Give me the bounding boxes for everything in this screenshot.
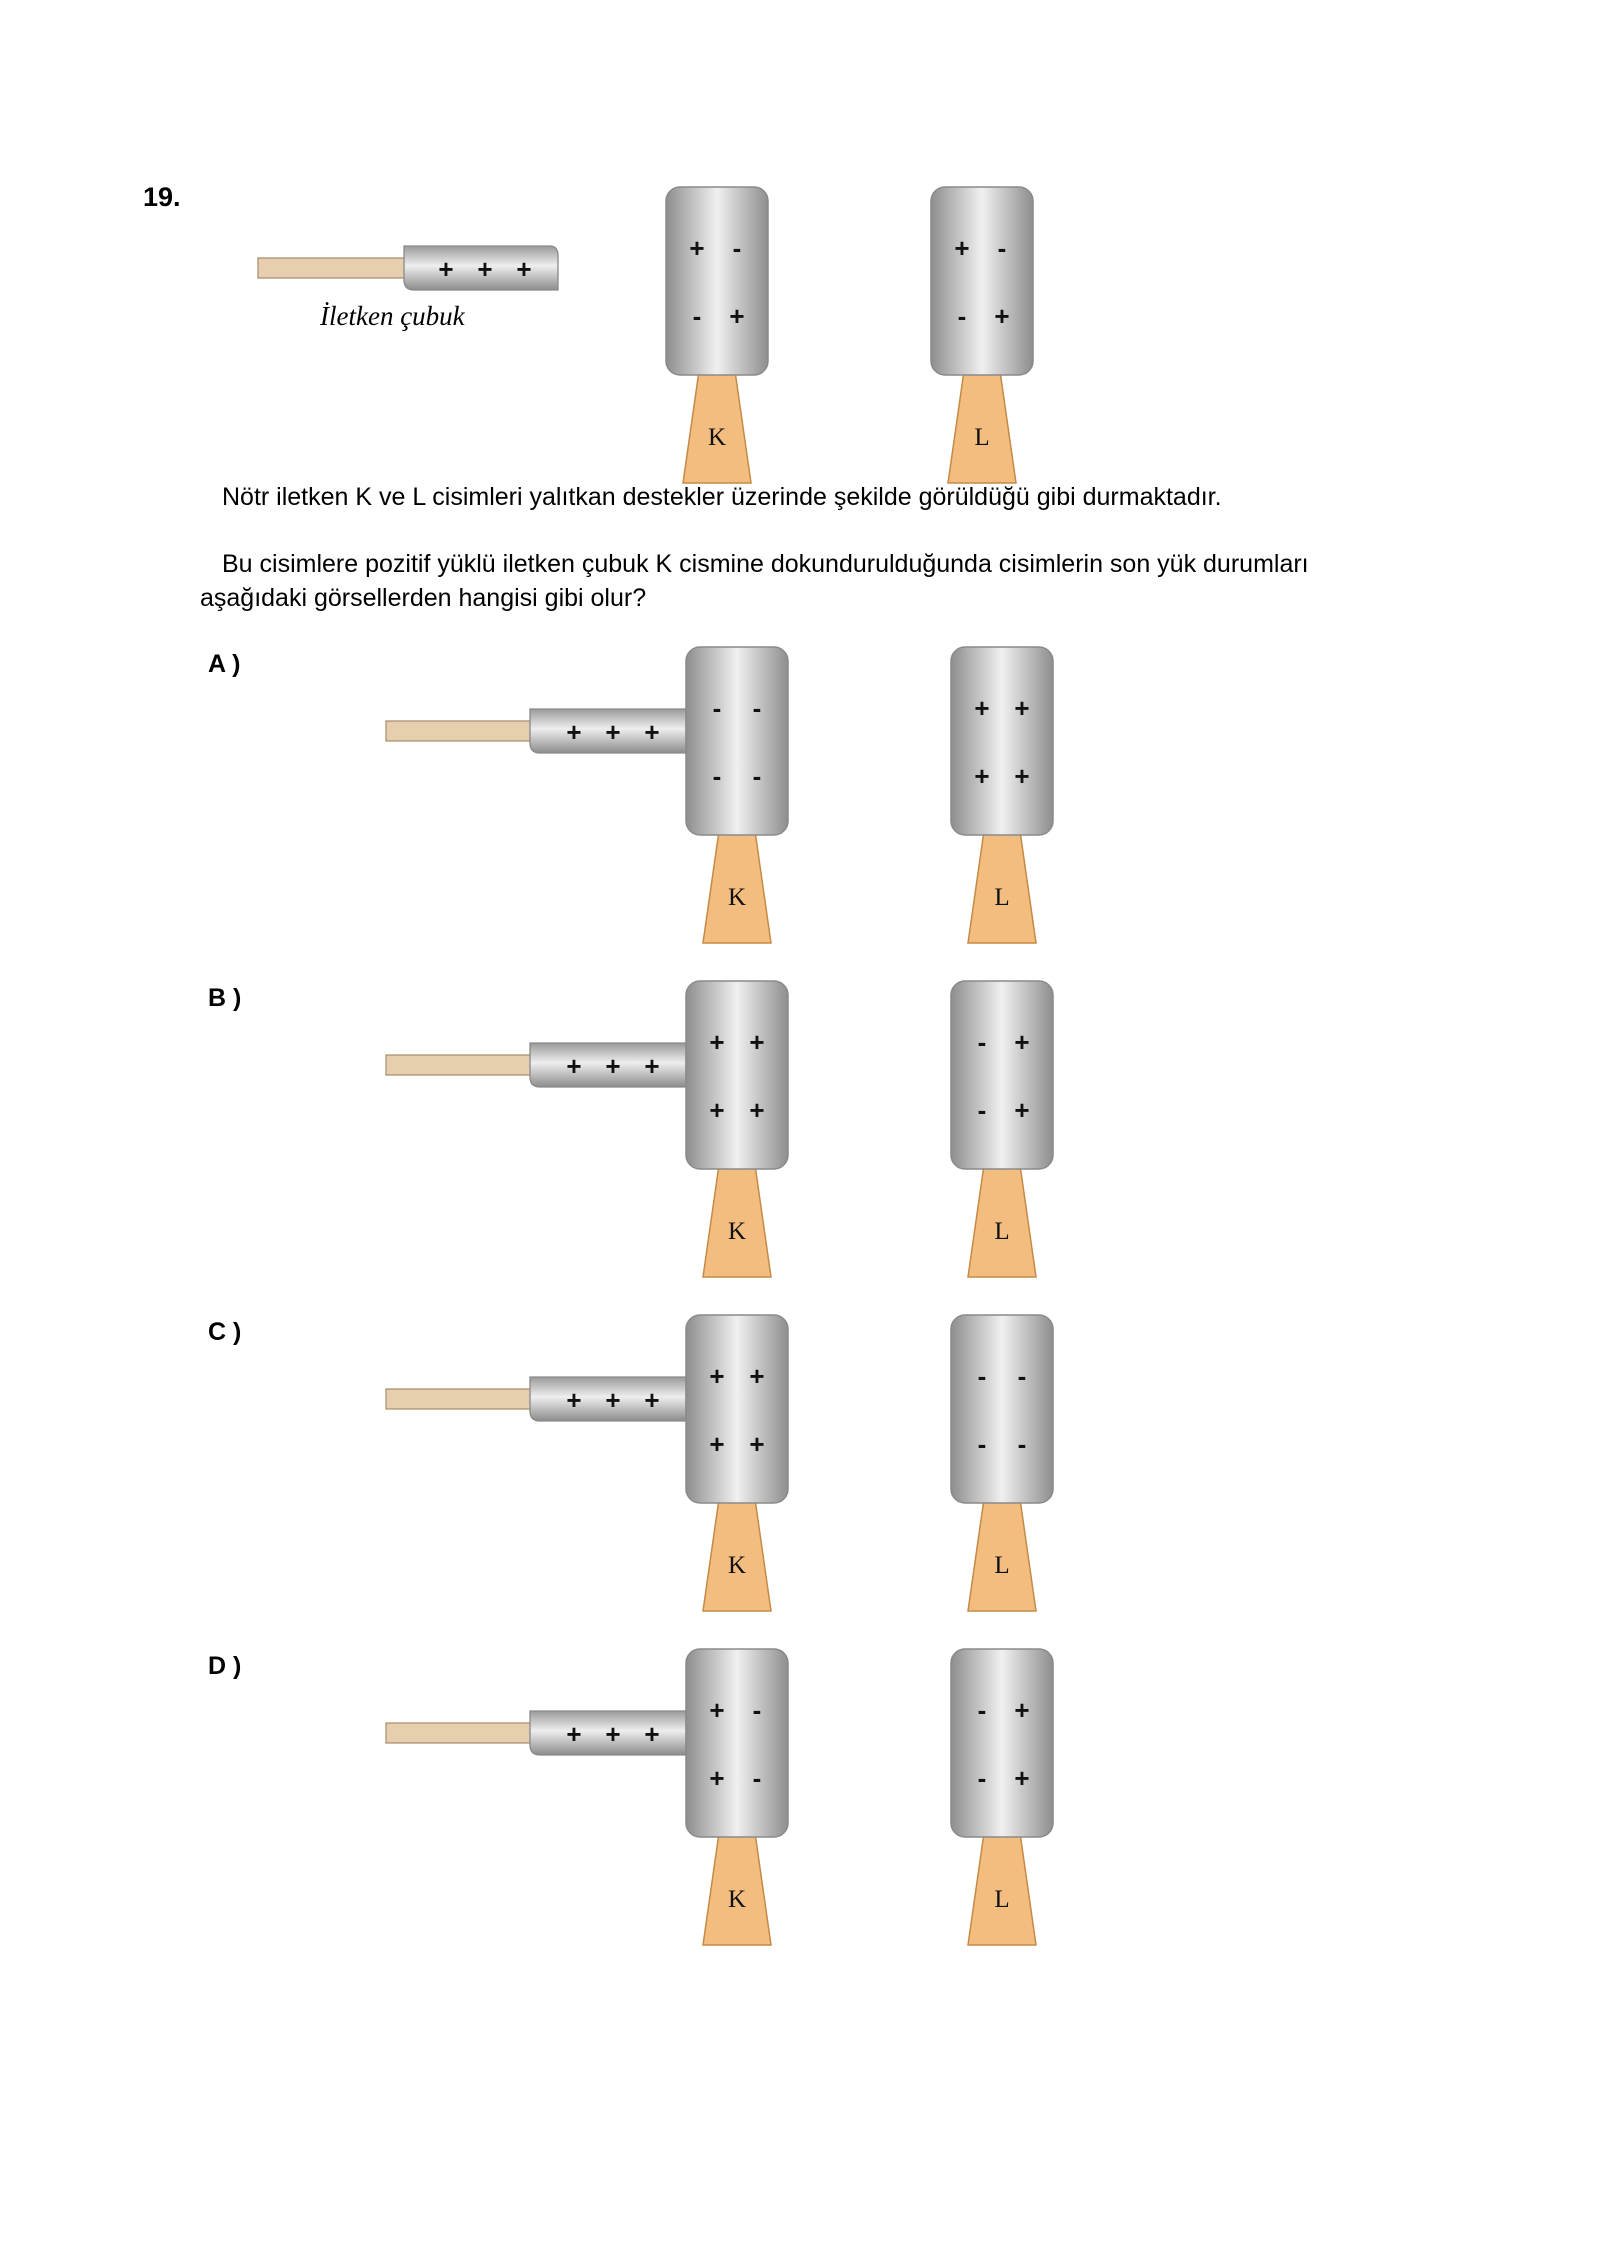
option-a-l-charge-sign: + — [974, 693, 990, 723]
option-a-l-charge-sign: + — [1014, 693, 1030, 723]
option-c-charged-rod — [386, 1377, 686, 1421]
option-a-k-charge-sign: - — [712, 693, 722, 723]
option-a-rod-charge-sign: + — [605, 717, 621, 747]
option-d-rod-charge-sign: + — [566, 1719, 582, 1749]
option-d-k-conductor-body — [686, 1649, 788, 1837]
option-b-rod-charge-sign: + — [644, 1051, 660, 1081]
option-a-l-conductor-body — [951, 647, 1053, 835]
option-b-l-charge-sign: - — [977, 1095, 987, 1125]
question-l-conductor-body — [931, 187, 1033, 375]
option-d-rod-charge-sign: + — [605, 1719, 621, 1749]
question-k-label: K — [707, 424, 727, 451]
question-text-line2: Bu cisimlere pozitif yüklü iletken çubuk K cismine dokundurulduğunda cisimlerin son yük durumları — [222, 550, 1309, 578]
question-l-charge-sign: + — [994, 301, 1010, 331]
option-c-l-charge-sign: - — [977, 1361, 987, 1391]
option-b-rod-charge-sign: + — [605, 1051, 621, 1081]
option-a-k-charge-sign: - — [752, 693, 762, 723]
option-c-k-object — [686, 1315, 788, 1611]
option-d-l-charge-sign: + — [1014, 1695, 1030, 1725]
option-c-l-charge-sign: - — [977, 1429, 987, 1459]
option-a-k-label: K — [727, 884, 747, 911]
question-k-charge-sign: - — [732, 233, 742, 263]
option-b-l-object — [951, 981, 1053, 1277]
option-d-rod-charge-sign: + — [644, 1719, 660, 1749]
option-a-l-label: L — [994, 884, 1010, 911]
option-a-rod-charge-sign: + — [566, 717, 582, 747]
option-d-k-object — [686, 1649, 788, 1945]
option-d-k-charge-sign: + — [709, 1695, 725, 1725]
option-d-l-label: L — [994, 1886, 1010, 1913]
option-c-rod-charge-sign: + — [605, 1385, 621, 1415]
option-c-l-object — [951, 1315, 1053, 1611]
option-b-l-conductor-body — [951, 981, 1053, 1169]
option-c-l-charge-sign: - — [1017, 1361, 1027, 1391]
option-d-k-charge-sign: - — [752, 1695, 762, 1725]
option-c-k-charge-sign: + — [709, 1361, 725, 1391]
option-c-l-label: L — [994, 1552, 1010, 1579]
option-b-k-charge-sign: + — [709, 1095, 725, 1125]
option-c-k-conductor-body — [686, 1315, 788, 1503]
option-c-l-conductor-body — [951, 1315, 1053, 1503]
question-rod-charge-sign: + — [438, 254, 454, 284]
option-c-k-charge-sign: + — [749, 1429, 765, 1459]
option-b-l-label: L — [994, 1218, 1010, 1245]
question-rod-charge-sign: + — [477, 254, 493, 284]
question-text-line1: Nötr iletken K ve L cisimleri yalıtkan destekler üzerinde şekilde görüldüğü gibi durmaktadır. — [222, 483, 1222, 511]
option-b-k-object — [686, 981, 788, 1277]
option-b-k-charge-sign: + — [749, 1027, 765, 1057]
option-c-rod-charge-sign: + — [644, 1385, 660, 1415]
option-d-k-charge-sign: - — [752, 1763, 762, 1793]
option-c-k-label: K — [727, 1552, 747, 1579]
option-a-l-object — [951, 647, 1053, 943]
option-a-rod-handle — [386, 721, 534, 741]
option-c-k-charge-sign: + — [709, 1429, 725, 1459]
option-b-label[interactable]: B ) — [208, 984, 242, 1012]
question-k-charge-sign: + — [729, 301, 745, 331]
option-d-l-conductor-body — [951, 1649, 1053, 1837]
option-a-label[interactable]: A ) — [208, 650, 241, 678]
question-text-line3: aşağıdaki görsellerden hangisi gibi olur? — [200, 584, 647, 612]
option-b-l-charge-sign: + — [1014, 1027, 1030, 1057]
option-c-k-charge-sign: + — [749, 1361, 765, 1391]
option-b-k-charge-sign: + — [709, 1027, 725, 1057]
option-a-l-charge-sign: + — [974, 761, 990, 791]
question-k-conductor-body — [666, 187, 768, 375]
question-charged-rod — [258, 246, 558, 290]
option-a-l-charge-sign: + — [1014, 761, 1030, 791]
option-b-k-charge-sign: + — [749, 1095, 765, 1125]
option-a-k-object — [686, 647, 788, 943]
option-d-label[interactable]: D ) — [208, 1652, 242, 1680]
option-d-l-object — [951, 1649, 1053, 1945]
option-d-charged-rod — [386, 1711, 686, 1755]
option-d-l-charge-sign: + — [1014, 1763, 1030, 1793]
question-k-charge-sign: - — [692, 301, 702, 331]
question-k-charge-sign: + — [689, 233, 705, 263]
question-rod-handle — [258, 258, 408, 278]
option-a-charged-rod — [386, 709, 686, 753]
option-a-rod-charge-sign: + — [644, 717, 660, 747]
option-b-k-conductor-body — [686, 981, 788, 1169]
question-l-charge-sign: - — [957, 301, 967, 331]
question-l-charge-sign: - — [997, 233, 1007, 263]
option-c-rod-handle — [386, 1389, 534, 1409]
option-b-l-charge-sign: + — [1014, 1095, 1030, 1125]
option-c-rod-charge-sign: + — [566, 1385, 582, 1415]
question-l-label: L — [974, 424, 990, 451]
option-b-k-label: K — [727, 1218, 747, 1245]
option-b-charged-rod — [386, 1043, 686, 1087]
question-l-object — [931, 187, 1033, 483]
option-c-label[interactable]: C ) — [208, 1318, 242, 1346]
option-d-l-charge-sign: - — [977, 1763, 987, 1793]
option-d-k-charge-sign: + — [709, 1763, 725, 1793]
option-a-k-charge-sign: - — [752, 761, 762, 791]
option-b-rod-handle — [386, 1055, 534, 1075]
option-b-l-charge-sign: - — [977, 1027, 987, 1057]
option-d-rod-handle — [386, 1723, 534, 1743]
question-l-charge-sign: + — [954, 233, 970, 263]
question-rod-charge-sign: + — [516, 254, 532, 284]
option-d-k-label: K — [727, 1886, 747, 1913]
option-c-l-charge-sign: - — [1017, 1429, 1027, 1459]
option-b-rod-charge-sign: + — [566, 1051, 582, 1081]
question-k-object — [666, 187, 768, 483]
question-number: 19. — [143, 182, 181, 212]
rod-caption: İletken çubuk — [320, 301, 465, 331]
option-a-k-charge-sign: - — [712, 761, 722, 791]
option-d-l-charge-sign: - — [977, 1695, 987, 1725]
option-a-k-conductor-body — [686, 647, 788, 835]
